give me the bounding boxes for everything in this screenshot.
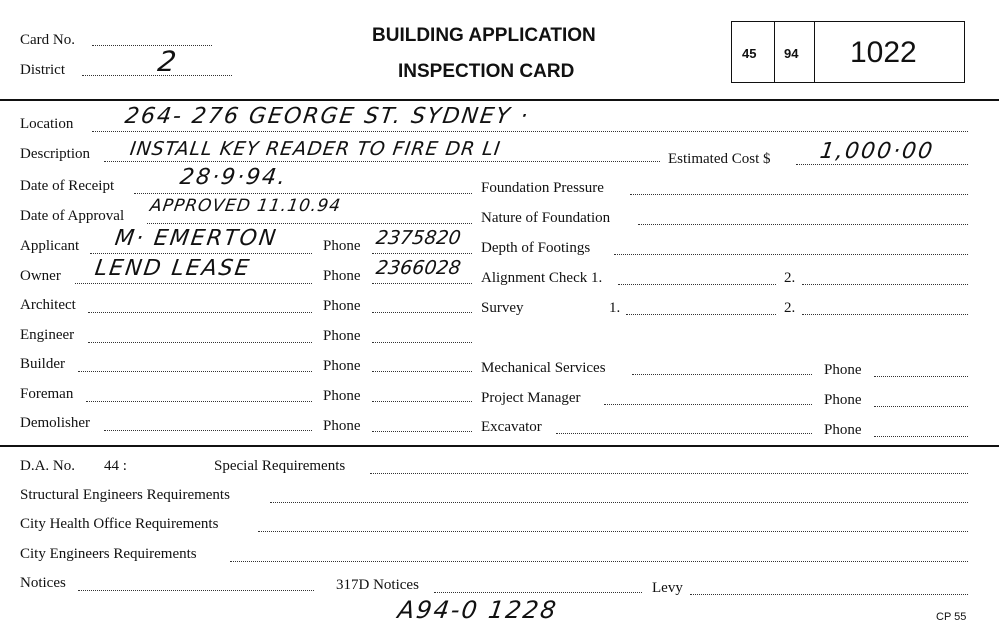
levy-label: Levy xyxy=(652,580,683,596)
card-title-line2: INSPECTION CARD xyxy=(398,61,575,82)
health-label: City Health Office Requirements xyxy=(20,516,219,532)
owner-field[interactable] xyxy=(75,283,312,284)
ref-a: 45 xyxy=(742,46,757,61)
architect-phone-field[interactable] xyxy=(372,312,472,313)
owner-phone-label: Phone xyxy=(323,268,361,284)
demolisher-field[interactable] xyxy=(104,430,312,431)
mechanical-label: Mechanical Services xyxy=(481,360,606,376)
project-manager-label: Project Manager xyxy=(481,390,581,406)
mechanical-field[interactable] xyxy=(632,374,812,375)
alignment-2-field[interactable] xyxy=(802,284,968,285)
special-label: Special Requirements xyxy=(214,458,346,474)
district-value: 2 xyxy=(155,45,181,78)
excavator-phone-label: Phone xyxy=(824,422,862,438)
location-label: Location xyxy=(20,116,74,132)
alignment-2-label: 2. xyxy=(784,270,796,286)
notices-field[interactable] xyxy=(78,590,314,591)
applicant-phone-label: Phone xyxy=(323,238,361,254)
project-manager-phone-field[interactable] xyxy=(874,406,968,407)
reference-box xyxy=(731,21,965,83)
builder-phone-field[interactable] xyxy=(372,371,472,372)
demolisher-phone-label: Phone xyxy=(323,418,361,434)
architect-field[interactable] xyxy=(88,312,312,313)
excavator-phone-field[interactable] xyxy=(874,436,968,437)
structural-label: Structural Engineers Requirements xyxy=(20,487,230,503)
special-field[interactable] xyxy=(370,473,968,474)
applicant-label: Applicant xyxy=(20,238,80,254)
structural-field[interactable] xyxy=(270,502,968,503)
date-receipt-label: Date of Receipt xyxy=(20,178,115,194)
builder-field[interactable] xyxy=(78,371,312,372)
excavator-field[interactable] xyxy=(556,433,812,434)
card-title-line1: BUILDING APPLICATION xyxy=(372,25,596,46)
date-approval-field[interactable] xyxy=(147,223,472,224)
foreman-field[interactable] xyxy=(86,401,312,402)
card-no-label: Card No. xyxy=(20,32,75,48)
details-rule xyxy=(0,445,999,447)
notices-317d-label: 317D Notices xyxy=(336,577,419,593)
engineer-label: Engineer xyxy=(20,327,75,343)
nature-foundation-field[interactable] xyxy=(638,224,968,225)
date-receipt-field[interactable] xyxy=(134,193,472,194)
alignment-label: Alignment Check 1. xyxy=(481,270,603,286)
survey-1-label: 1. xyxy=(609,300,621,316)
foundation-pressure-field[interactable] xyxy=(630,194,968,195)
header-rule xyxy=(0,99,999,101)
ref-number: 1022 xyxy=(850,36,917,69)
ref-divider-2 xyxy=(814,22,815,82)
date-approval-value: APPROVED 11.10.94 xyxy=(148,196,343,216)
ref-b: 94 xyxy=(784,46,799,61)
excavator-label: Excavator xyxy=(481,419,542,435)
notices-label: Notices xyxy=(20,575,66,591)
levy-field[interactable] xyxy=(690,594,968,595)
foreman-phone-label: Phone xyxy=(323,388,361,404)
foundation-pressure-label: Foundation Pressure xyxy=(481,180,604,196)
applicant-value: M· EMERTON xyxy=(113,226,280,251)
project-manager-phone-label: Phone xyxy=(824,392,862,408)
survey-label: Survey xyxy=(481,300,524,316)
owner-phone-value: 2366028 xyxy=(374,257,463,279)
date-approval-label: Date of Approval xyxy=(20,208,125,224)
district-label: District xyxy=(20,62,65,78)
da-value: 44 : xyxy=(104,458,127,474)
description-field[interactable] xyxy=(104,161,660,162)
engineers-label: City Engineers Requirements xyxy=(20,546,197,562)
engineer-field[interactable] xyxy=(88,342,312,343)
applicant-phone-value: 2375820 xyxy=(374,227,463,249)
owner-phone-field[interactable] xyxy=(372,283,472,284)
survey-1-field[interactable] xyxy=(626,314,776,315)
applicant-field[interactable] xyxy=(90,253,312,254)
estimated-cost-field[interactable] xyxy=(796,164,968,165)
mechanical-phone-field[interactable] xyxy=(874,376,968,377)
foreman-phone-field[interactable] xyxy=(372,401,472,402)
engineers-field[interactable] xyxy=(230,561,968,562)
survey-2-label: 2. xyxy=(784,300,796,316)
notices-317d-field[interactable] xyxy=(434,592,642,593)
owner-value: LEND LEASE xyxy=(93,256,253,281)
date-receipt-value: 28·9·94. xyxy=(178,165,289,190)
location-value: 264- 276 GEORGE ST. SYDNEY · xyxy=(123,104,532,129)
applicant-phone-field[interactable] xyxy=(372,253,472,254)
estimated-cost-label: Estimated Cost $ xyxy=(668,151,771,167)
architect-label: Architect xyxy=(20,297,76,313)
handwritten-ref: A94-0 1228 xyxy=(396,596,560,624)
description-value: INSTALL KEY READER TO FIRE DR LI xyxy=(128,138,503,160)
form-code: CP 55 xyxy=(936,611,967,623)
demolisher-label: Demolisher xyxy=(20,415,90,431)
depth-footings-label: Depth of Footings xyxy=(481,240,591,256)
builder-phone-label: Phone xyxy=(323,358,361,374)
description-label: Description xyxy=(20,146,90,162)
card-no-field[interactable] xyxy=(92,45,212,46)
estimated-cost-value: 1,000·00 xyxy=(818,139,936,164)
project-manager-field[interactable] xyxy=(604,404,812,405)
ref-divider-1 xyxy=(774,22,775,82)
depth-footings-field[interactable] xyxy=(614,254,968,255)
engineer-phone-label: Phone xyxy=(323,328,361,344)
owner-label: Owner xyxy=(20,268,61,284)
architect-phone-label: Phone xyxy=(323,298,361,314)
survey-2-field[interactable] xyxy=(802,314,968,315)
mechanical-phone-label: Phone xyxy=(824,362,862,378)
location-field[interactable] xyxy=(92,131,968,132)
engineer-phone-field[interactable] xyxy=(372,342,472,343)
nature-foundation-label: Nature of Foundation xyxy=(481,210,611,226)
health-field[interactable] xyxy=(258,531,968,532)
alignment-1-field[interactable] xyxy=(618,284,776,285)
foreman-label: Foreman xyxy=(20,386,74,402)
da-label: D.A. No. xyxy=(20,458,75,474)
builder-label: Builder xyxy=(20,356,65,372)
demolisher-phone-field[interactable] xyxy=(372,431,472,432)
